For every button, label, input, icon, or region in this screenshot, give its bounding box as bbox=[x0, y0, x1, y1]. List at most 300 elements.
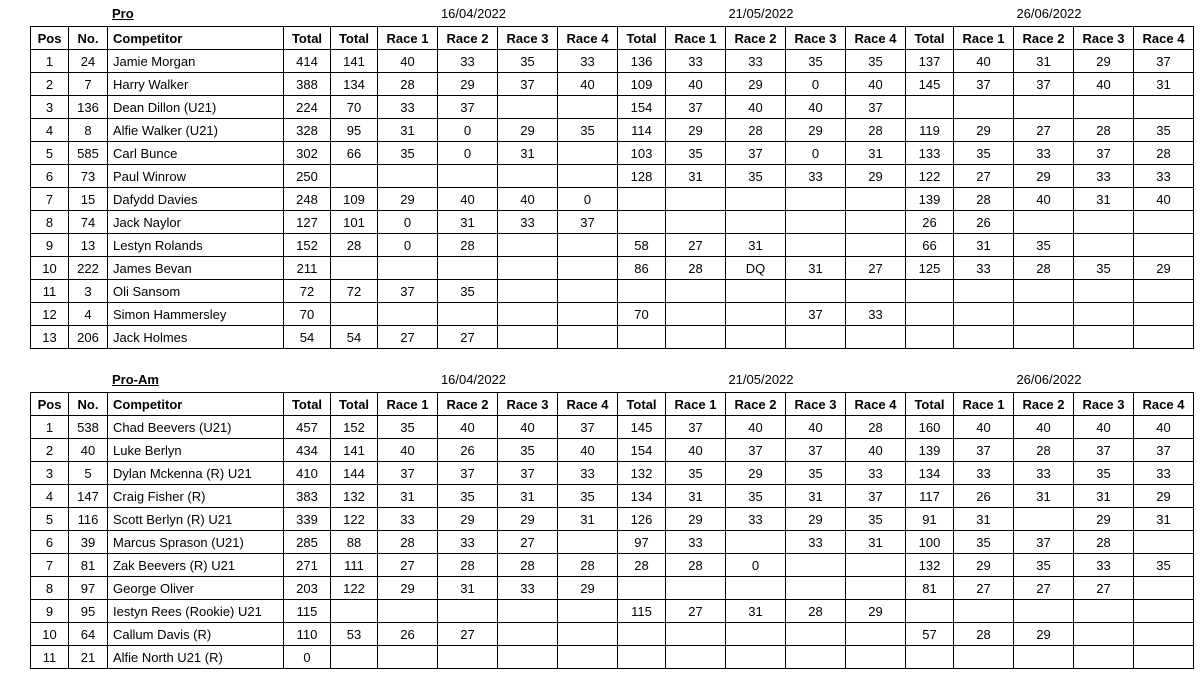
score-cell bbox=[498, 303, 558, 326]
column-header: Total bbox=[618, 393, 666, 416]
score-cell: 26 bbox=[378, 623, 438, 646]
score-cell: 37 bbox=[846, 96, 906, 119]
header-spacer bbox=[30, 6, 107, 26]
column-header: Race 1 bbox=[954, 27, 1014, 50]
score-cell bbox=[666, 646, 726, 669]
score-cell: 35 bbox=[726, 165, 786, 188]
overall-total-cell: 339 bbox=[284, 508, 331, 531]
score-cell bbox=[786, 234, 846, 257]
number-cell: 585 bbox=[69, 142, 108, 165]
score-cell: 28 bbox=[331, 234, 378, 257]
overall-total-cell: 203 bbox=[284, 577, 331, 600]
score-cell: 31 bbox=[954, 234, 1014, 257]
score-cell: 28 bbox=[954, 623, 1014, 646]
score-cell: 139 bbox=[906, 439, 954, 462]
overall-total-cell: 70 bbox=[284, 303, 331, 326]
score-cell: 29 bbox=[378, 188, 438, 211]
score-cell bbox=[618, 280, 666, 303]
score-cell bbox=[1134, 326, 1194, 349]
score-cell bbox=[954, 646, 1014, 669]
score-cell: 35 bbox=[726, 485, 786, 508]
score-cell bbox=[786, 211, 846, 234]
pos-cell: 9 bbox=[31, 234, 69, 257]
score-cell bbox=[846, 211, 906, 234]
score-cell: 29 bbox=[1074, 508, 1134, 531]
table-row bbox=[31, 303, 1194, 326]
score-cell: 33 bbox=[666, 50, 726, 73]
score-cell: 29 bbox=[726, 462, 786, 485]
number-cell: 73 bbox=[69, 165, 108, 188]
score-cell bbox=[378, 257, 438, 280]
score-cell: 27 bbox=[1014, 577, 1074, 600]
score-cell: 31 bbox=[438, 211, 498, 234]
score-cell bbox=[1134, 96, 1194, 119]
score-cell: 58 bbox=[618, 234, 666, 257]
score-cell: 40 bbox=[1134, 188, 1194, 211]
overall-total-cell: 383 bbox=[284, 485, 331, 508]
score-cell bbox=[1134, 234, 1194, 257]
score-cell bbox=[1014, 600, 1074, 623]
score-cell: 0 bbox=[438, 119, 498, 142]
score-cell: 26 bbox=[954, 485, 1014, 508]
score-cell: 31 bbox=[1134, 508, 1194, 531]
score-cell: 35 bbox=[498, 50, 558, 73]
score-cell: 70 bbox=[331, 96, 378, 119]
score-cell bbox=[726, 623, 786, 646]
score-cell: 28 bbox=[498, 554, 558, 577]
pos-cell: 6 bbox=[31, 531, 69, 554]
score-cell: 115 bbox=[618, 600, 666, 623]
number-cell: 74 bbox=[69, 211, 108, 234]
score-cell: 95 bbox=[331, 119, 378, 142]
round-date: 26/06/2022 bbox=[1016, 372, 1082, 387]
competitor-cell: Oli Sansom bbox=[108, 280, 284, 303]
score-cell: 29 bbox=[846, 600, 906, 623]
score-cell: 35 bbox=[954, 531, 1014, 554]
header-spacer bbox=[30, 372, 107, 392]
pos-cell: 13 bbox=[31, 326, 69, 349]
competitor-cell: Lestyn Rolands bbox=[108, 234, 284, 257]
competitor-cell: Harry Walker bbox=[108, 73, 284, 96]
column-header: No. bbox=[69, 27, 108, 50]
score-cell: 31 bbox=[498, 485, 558, 508]
score-cell: 91 bbox=[906, 508, 954, 531]
score-cell: 29 bbox=[1014, 623, 1074, 646]
score-cell bbox=[558, 234, 618, 257]
score-cell: 33 bbox=[1134, 165, 1194, 188]
score-cell bbox=[558, 326, 618, 349]
score-cell bbox=[558, 646, 618, 669]
column-header: Race 4 bbox=[558, 393, 618, 416]
score-cell: 31 bbox=[786, 485, 846, 508]
competitor-cell: Marcus Sprason (U21) bbox=[108, 531, 284, 554]
score-cell: 27 bbox=[438, 326, 498, 349]
score-cell: 40 bbox=[378, 50, 438, 73]
score-cell: 31 bbox=[438, 577, 498, 600]
score-cell: 29 bbox=[786, 508, 846, 531]
score-cell: 33 bbox=[726, 50, 786, 73]
score-cell bbox=[1134, 280, 1194, 303]
score-cell: 28 bbox=[1014, 257, 1074, 280]
score-cell: 72 bbox=[331, 280, 378, 303]
score-cell bbox=[618, 188, 666, 211]
pos-cell: 8 bbox=[31, 211, 69, 234]
score-cell bbox=[726, 577, 786, 600]
pos-cell: 2 bbox=[31, 439, 69, 462]
score-cell: 33 bbox=[378, 96, 438, 119]
table-row bbox=[31, 462, 1194, 485]
competitor-cell: Simon Hammersley bbox=[108, 303, 284, 326]
section-header bbox=[30, 6, 1194, 26]
score-cell bbox=[666, 211, 726, 234]
number-cell: 3 bbox=[69, 280, 108, 303]
score-cell: 133 bbox=[906, 142, 954, 165]
score-cell bbox=[498, 96, 558, 119]
score-cell: 33 bbox=[438, 531, 498, 554]
score-cell bbox=[726, 188, 786, 211]
score-cell: 33 bbox=[1074, 165, 1134, 188]
column-header: No. bbox=[69, 393, 108, 416]
score-cell: 29 bbox=[726, 73, 786, 96]
score-cell bbox=[438, 646, 498, 669]
score-cell bbox=[906, 303, 954, 326]
standings-table bbox=[30, 392, 1194, 669]
score-cell bbox=[786, 623, 846, 646]
score-cell: 0 bbox=[558, 188, 618, 211]
score-cell: 35 bbox=[786, 462, 846, 485]
pos-cell: 10 bbox=[31, 623, 69, 646]
score-cell: 128 bbox=[618, 165, 666, 188]
score-cell: 40 bbox=[846, 73, 906, 96]
column-header: Race 1 bbox=[378, 393, 438, 416]
score-cell: 40 bbox=[1134, 416, 1194, 439]
score-cell bbox=[558, 600, 618, 623]
score-cell: 37 bbox=[378, 280, 438, 303]
score-cell: 0 bbox=[438, 142, 498, 165]
score-cell: 0 bbox=[378, 211, 438, 234]
table-row bbox=[31, 485, 1194, 508]
score-cell bbox=[438, 303, 498, 326]
score-cell bbox=[1014, 646, 1074, 669]
score-cell: 31 bbox=[1134, 73, 1194, 96]
score-cell: 28 bbox=[1134, 142, 1194, 165]
competitor-cell: Luke Berlyn bbox=[108, 439, 284, 462]
overall-total-cell: 414 bbox=[284, 50, 331, 73]
score-cell: 28 bbox=[558, 554, 618, 577]
score-cell bbox=[378, 303, 438, 326]
table-row bbox=[31, 326, 1194, 349]
score-cell: 27 bbox=[438, 623, 498, 646]
pos-cell: 1 bbox=[31, 416, 69, 439]
score-cell: 28 bbox=[954, 188, 1014, 211]
score-cell: 37 bbox=[726, 142, 786, 165]
column-header: Total bbox=[618, 27, 666, 50]
score-cell: 57 bbox=[906, 623, 954, 646]
pos-cell: 5 bbox=[31, 142, 69, 165]
score-cell bbox=[618, 326, 666, 349]
pos-cell: 11 bbox=[31, 280, 69, 303]
score-cell bbox=[846, 577, 906, 600]
score-cell: 40 bbox=[378, 439, 438, 462]
score-cell: 31 bbox=[954, 508, 1014, 531]
score-cell: 40 bbox=[786, 416, 846, 439]
score-cell: 31 bbox=[558, 508, 618, 531]
column-header: Race 1 bbox=[666, 393, 726, 416]
score-cell: 37 bbox=[846, 485, 906, 508]
score-cell bbox=[666, 303, 726, 326]
score-cell bbox=[846, 554, 906, 577]
score-cell bbox=[1074, 623, 1134, 646]
round-date: 16/04/2022 bbox=[440, 372, 507, 387]
score-cell: 29 bbox=[438, 508, 498, 531]
score-cell: 125 bbox=[906, 257, 954, 280]
score-cell: 26 bbox=[954, 211, 1014, 234]
score-cell bbox=[846, 280, 906, 303]
score-cell bbox=[1134, 623, 1194, 646]
score-cell bbox=[438, 165, 498, 188]
pos-cell: 11 bbox=[31, 646, 69, 669]
number-cell: 116 bbox=[69, 508, 108, 531]
score-cell: 119 bbox=[906, 119, 954, 142]
score-cell: 28 bbox=[1014, 439, 1074, 462]
score-cell: 29 bbox=[498, 119, 558, 142]
score-cell: 126 bbox=[618, 508, 666, 531]
overall-total-cell: 248 bbox=[284, 188, 331, 211]
round-date: 21/05/2022 bbox=[728, 6, 794, 21]
score-cell: 31 bbox=[726, 234, 786, 257]
score-cell: 40 bbox=[726, 96, 786, 119]
score-cell: 27 bbox=[666, 234, 726, 257]
score-cell: 35 bbox=[498, 439, 558, 462]
score-cell: 33 bbox=[786, 165, 846, 188]
table-row bbox=[31, 165, 1194, 188]
score-cell: 40 bbox=[666, 73, 726, 96]
score-cell bbox=[906, 600, 954, 623]
score-cell: 33 bbox=[498, 211, 558, 234]
column-header: Race 2 bbox=[438, 393, 498, 416]
score-cell: 40 bbox=[846, 439, 906, 462]
score-cell: 134 bbox=[618, 485, 666, 508]
score-cell: 27 bbox=[846, 257, 906, 280]
score-cell bbox=[1014, 96, 1074, 119]
score-cell bbox=[786, 326, 846, 349]
score-cell: 37 bbox=[954, 73, 1014, 96]
column-header: Race 3 bbox=[786, 27, 846, 50]
number-cell: 222 bbox=[69, 257, 108, 280]
score-cell: 33 bbox=[1074, 554, 1134, 577]
score-cell: 33 bbox=[786, 531, 846, 554]
score-cell: 33 bbox=[558, 50, 618, 73]
score-cell: 31 bbox=[666, 485, 726, 508]
score-cell: 28 bbox=[1074, 531, 1134, 554]
overall-total-cell: 0 bbox=[284, 646, 331, 669]
competitor-cell: Dafydd Davies bbox=[108, 188, 284, 211]
number-cell: 206 bbox=[69, 326, 108, 349]
score-cell: 35 bbox=[1074, 257, 1134, 280]
score-cell: 33 bbox=[726, 508, 786, 531]
score-cell: 122 bbox=[331, 577, 378, 600]
round-date: 26/06/2022 bbox=[1016, 6, 1082, 21]
competitor-cell: Alfie Walker (U21) bbox=[108, 119, 284, 142]
score-cell bbox=[1074, 646, 1134, 669]
number-cell: 64 bbox=[69, 623, 108, 646]
column-header: Race 1 bbox=[378, 27, 438, 50]
score-cell: 35 bbox=[438, 485, 498, 508]
column-header: Race 1 bbox=[666, 27, 726, 50]
score-cell: 35 bbox=[666, 462, 726, 485]
score-cell: 109 bbox=[618, 73, 666, 96]
score-cell: 31 bbox=[846, 531, 906, 554]
overall-total-cell: 302 bbox=[284, 142, 331, 165]
number-cell: 24 bbox=[69, 50, 108, 73]
score-cell: 88 bbox=[331, 531, 378, 554]
score-cell: 29 bbox=[378, 577, 438, 600]
score-cell bbox=[1134, 646, 1194, 669]
score-cell: 28 bbox=[1074, 119, 1134, 142]
score-cell bbox=[498, 326, 558, 349]
score-cell: 40 bbox=[954, 50, 1014, 73]
score-cell bbox=[438, 257, 498, 280]
score-cell: 35 bbox=[846, 508, 906, 531]
table-row bbox=[31, 577, 1194, 600]
competitor-cell: Carl Bunce bbox=[108, 142, 284, 165]
competitor-cell: Craig Fisher (R) bbox=[108, 485, 284, 508]
score-cell: 33 bbox=[498, 577, 558, 600]
score-cell: 27 bbox=[378, 554, 438, 577]
score-cell bbox=[726, 646, 786, 669]
pos-cell: 3 bbox=[31, 96, 69, 119]
score-cell bbox=[1074, 303, 1134, 326]
table-row bbox=[31, 188, 1194, 211]
overall-total-cell: 250 bbox=[284, 165, 331, 188]
score-cell: 31 bbox=[726, 600, 786, 623]
score-cell: 40 bbox=[954, 416, 1014, 439]
score-cell bbox=[954, 600, 1014, 623]
column-header: Race 4 bbox=[846, 27, 906, 50]
competitor-cell: James Bevan bbox=[108, 257, 284, 280]
score-cell: 33 bbox=[954, 462, 1014, 485]
score-cell bbox=[666, 188, 726, 211]
column-header: Race 4 bbox=[1134, 393, 1194, 416]
score-cell: 31 bbox=[666, 165, 726, 188]
score-cell: 144 bbox=[331, 462, 378, 485]
score-cell bbox=[1074, 600, 1134, 623]
score-cell bbox=[726, 531, 786, 554]
score-cell: 29 bbox=[846, 165, 906, 188]
score-cell bbox=[1074, 211, 1134, 234]
number-cell: 15 bbox=[69, 188, 108, 211]
score-cell: 40 bbox=[786, 96, 846, 119]
number-cell: 81 bbox=[69, 554, 108, 577]
score-cell bbox=[726, 326, 786, 349]
score-cell bbox=[786, 577, 846, 600]
score-cell bbox=[1134, 303, 1194, 326]
score-cell bbox=[1014, 280, 1074, 303]
column-header: Competitor bbox=[108, 27, 284, 50]
score-cell bbox=[558, 165, 618, 188]
score-cell: 37 bbox=[498, 462, 558, 485]
column-header: Total bbox=[906, 393, 954, 416]
column-header: Race 1 bbox=[954, 393, 1014, 416]
score-cell: 37 bbox=[1134, 439, 1194, 462]
score-cell bbox=[1074, 234, 1134, 257]
score-cell bbox=[1134, 531, 1194, 554]
score-cell bbox=[1014, 326, 1074, 349]
overall-total-cell: 54 bbox=[284, 326, 331, 349]
pro-am-section bbox=[30, 372, 1194, 669]
score-cell: 35 bbox=[558, 119, 618, 142]
score-cell: 40 bbox=[1074, 73, 1134, 96]
score-cell: 29 bbox=[1134, 257, 1194, 280]
score-cell: 37 bbox=[438, 462, 498, 485]
section-header bbox=[30, 372, 1194, 392]
number-cell: 4 bbox=[69, 303, 108, 326]
column-header: Pos bbox=[31, 393, 69, 416]
number-cell: 538 bbox=[69, 416, 108, 439]
competitor-cell: Chad Beevers (U21) bbox=[108, 416, 284, 439]
score-cell: 27 bbox=[498, 531, 558, 554]
score-cell bbox=[558, 623, 618, 646]
score-cell bbox=[666, 326, 726, 349]
table-row bbox=[31, 142, 1194, 165]
competitor-cell: George Oliver bbox=[108, 577, 284, 600]
score-cell bbox=[558, 142, 618, 165]
table-row bbox=[31, 50, 1194, 73]
score-cell: 0 bbox=[786, 142, 846, 165]
number-cell: 40 bbox=[69, 439, 108, 462]
score-cell bbox=[618, 623, 666, 646]
overall-total-cell: 271 bbox=[284, 554, 331, 577]
score-cell: 40 bbox=[498, 416, 558, 439]
score-cell bbox=[331, 257, 378, 280]
score-cell: 40 bbox=[1014, 188, 1074, 211]
score-cell: 37 bbox=[1074, 439, 1134, 462]
score-cell: 37 bbox=[954, 439, 1014, 462]
overall-total-cell: 388 bbox=[284, 73, 331, 96]
score-cell: 29 bbox=[498, 508, 558, 531]
pos-cell: 3 bbox=[31, 462, 69, 485]
section-title: Pro-Am bbox=[112, 372, 159, 387]
score-cell bbox=[954, 303, 1014, 326]
column-header: Total bbox=[331, 393, 378, 416]
score-cell: 40 bbox=[558, 73, 618, 96]
score-cell: 40 bbox=[1014, 416, 1074, 439]
score-cell: 70 bbox=[618, 303, 666, 326]
score-cell bbox=[498, 600, 558, 623]
score-cell: 132 bbox=[906, 554, 954, 577]
score-cell: 28 bbox=[378, 73, 438, 96]
score-cell: 37 bbox=[786, 439, 846, 462]
round-date: 16/04/2022 bbox=[440, 6, 507, 21]
score-cell: 134 bbox=[331, 73, 378, 96]
table-row bbox=[31, 73, 1194, 96]
table-row bbox=[31, 508, 1194, 531]
pro-section bbox=[30, 6, 1194, 349]
score-cell: 35 bbox=[1014, 554, 1074, 577]
score-cell: 114 bbox=[618, 119, 666, 142]
score-cell bbox=[498, 623, 558, 646]
score-cell bbox=[331, 303, 378, 326]
competitor-cell: Zak Beevers (R) U21 bbox=[108, 554, 284, 577]
score-cell: 66 bbox=[906, 234, 954, 257]
score-cell: 35 bbox=[378, 142, 438, 165]
score-cell bbox=[618, 211, 666, 234]
score-cell: 35 bbox=[846, 50, 906, 73]
pos-cell: 6 bbox=[31, 165, 69, 188]
score-cell: 40 bbox=[438, 416, 498, 439]
score-cell: 27 bbox=[666, 600, 726, 623]
score-cell bbox=[954, 96, 1014, 119]
